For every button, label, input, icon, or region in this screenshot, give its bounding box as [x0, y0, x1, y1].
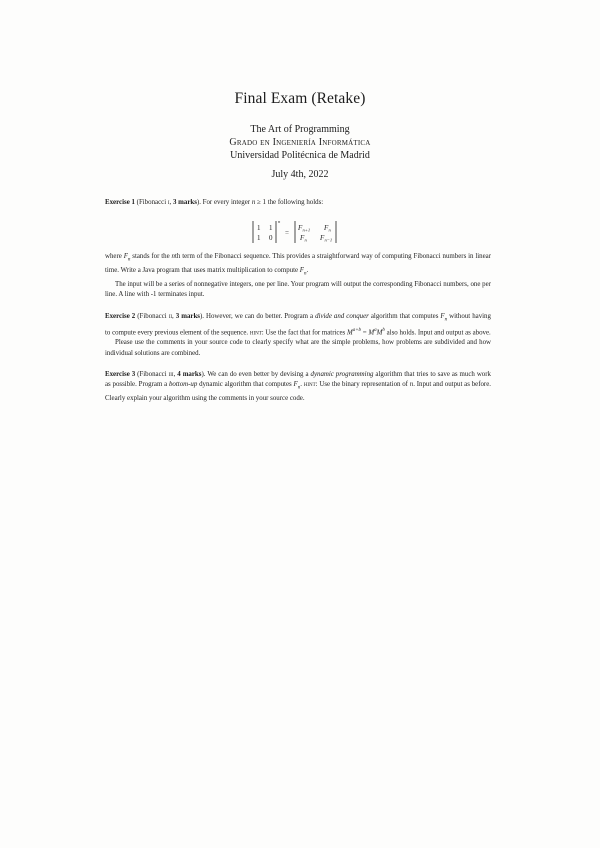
- exercise-1-intro: [105, 198, 491, 208]
- exercise-3-paren: (Fibonacci: [135, 371, 169, 378]
- exercise-1-marks: 3 marks: [172, 199, 197, 206]
- degree-name: Grado en Ingeniería Informática: [229, 137, 371, 148]
- var-sup: a+b: [352, 327, 362, 333]
- matrix-exponent: n: [278, 219, 281, 224]
- var-F: F: [293, 381, 298, 389]
- exercise-3-paren-close: ).: [201, 371, 208, 378]
- left-matrix-cell: 0: [269, 234, 273, 242]
- var-n: n: [251, 199, 256, 206]
- ex2-paragraph-2: Please use the comments in your source code to clearly specify what are the simple problems, how problems are subdivided and how individual solutions are combined.: [105, 339, 491, 357]
- ex1-paragraph-2: The input will be a series of nonnegative integers, one per line. Your program will output the corresponding Fibonacci numbers, one per line. A line with -1 terminates input.: [105, 280, 491, 298]
- exercise-3-label: Exercise 3: [105, 371, 136, 378]
- page-title: Final Exam (Retake): [234, 90, 366, 107]
- right-matrix-sub: n−1: [324, 237, 333, 243]
- ex2-text-c: without having to compute every previous element of the sequence.: [105, 313, 491, 337]
- exam-date: July 4th, 2022: [271, 169, 329, 180]
- exercise-1-paren-close: ).: [196, 199, 203, 206]
- ex3-text-c: dynamic algorithm that computes: [197, 381, 294, 389]
- exercise-1-text-b: ≥ 1 the following holds:: [255, 199, 324, 206]
- ex3-text-a: We can do even better by devising a: [207, 371, 311, 378]
- left-matrix-cell: 1: [257, 234, 261, 242]
- var-F: F: [123, 253, 128, 260]
- exercise-2: [105, 312, 491, 359]
- ex3-text-e: : Use the binary representation of: [315, 381, 410, 389]
- exercise-1-body: [105, 252, 491, 300]
- ex1-p1-a: where: [105, 253, 124, 260]
- ex2-text-d: : Use the fact that for matrices: [261, 329, 347, 337]
- ex3-hint: hint: [303, 381, 316, 389]
- right-matrix-cell: F: [324, 224, 329, 232]
- matrix-equation-svg: [245, 218, 365, 248]
- ex3-text-b: algorithm that tries to save as much work as possible. Program a: [105, 371, 491, 389]
- exercise-1-label: Exercise 1: [105, 199, 135, 206]
- ex1-p1-c: th term of the Fibonacci sequence. This provides a straightforward way of computing Fibonacci numbers in linear time. Write a Java program that uses matrix multiplication to compute: [105, 253, 492, 274]
- left-matrix-cell: 1: [269, 224, 273, 232]
- exercise-2-paren-close: ).: [199, 313, 207, 320]
- var-F: F: [440, 313, 445, 320]
- ex3-emph-1: dynamic programming: [310, 371, 374, 378]
- ex1-p1-end: .: [306, 266, 309, 274]
- matrix-equation: [0, 218, 600, 248]
- exercise-1-roman: i: [167, 199, 170, 206]
- right-matrix-cell: F: [298, 224, 303, 232]
- var-n: n: [409, 381, 414, 389]
- right-matrix-sub: n+1: [302, 227, 311, 233]
- exercise-3: [105, 370, 491, 405]
- ex2-hint: hint: [249, 329, 262, 337]
- right-matrix-sub: n: [304, 237, 307, 243]
- var-n: n: [171, 253, 175, 260]
- exercise-3-marks: 4 marks: [177, 371, 202, 378]
- exercise-3-sep: ,: [173, 371, 178, 378]
- exercise-2-sep: ,: [172, 313, 176, 320]
- var-sup: a: [374, 327, 377, 333]
- right-matrix-cell: F: [320, 234, 325, 242]
- right-matrix-sub: n: [328, 227, 331, 233]
- ex2-emph: divide and conquer: [315, 313, 369, 320]
- var-sub: n: [297, 385, 301, 391]
- right-matrix-cell: F: [300, 234, 305, 242]
- exercise-2-roman: ii: [168, 313, 173, 320]
- matrix-equals: =: [285, 229, 289, 237]
- var-sup: b: [382, 327, 385, 333]
- var-sub: n: [304, 271, 307, 277]
- course-name: The Art of Programming: [250, 124, 350, 135]
- ex1-p1-b: stands for the: [130, 253, 172, 260]
- ex3-emph-2: bottom-up: [168, 381, 198, 389]
- exercise-1-text: For every integer: [202, 199, 252, 206]
- university-name: Universidad Politécnica de Madrid: [230, 150, 370, 161]
- formula-eq: =: [361, 329, 369, 337]
- exercise-1-sep: ,: [169, 199, 173, 206]
- ex3-text-f: . Input and output as before. Clearly explain your algorithm using the comments in your source code.: [105, 381, 492, 403]
- var-sub: n: [127, 257, 131, 263]
- ex3-text-d: .: [300, 381, 304, 389]
- exercise-1-paren: (Fibonacci: [134, 199, 168, 206]
- var-M: M: [346, 329, 353, 337]
- exercise-3-roman: iii: [168, 371, 174, 378]
- ex2-text-e: also holds. Input and output as above.: [384, 329, 491, 337]
- var-sub: n: [444, 317, 448, 323]
- exercise-2-marks: 3 marks: [175, 313, 200, 320]
- exercise-2-label: Exercise 2: [105, 313, 136, 320]
- left-matrix-cell: 1: [257, 224, 261, 232]
- ex2-text-a: However, we can do better. Program a: [206, 313, 316, 320]
- exercise-2-paren: (Fibonacci: [135, 313, 169, 320]
- var-M: M: [368, 329, 375, 337]
- var-M: M: [376, 329, 383, 337]
- var-F: F: [299, 266, 304, 274]
- ex2-text-b: algorithm that computes: [368, 313, 441, 320]
